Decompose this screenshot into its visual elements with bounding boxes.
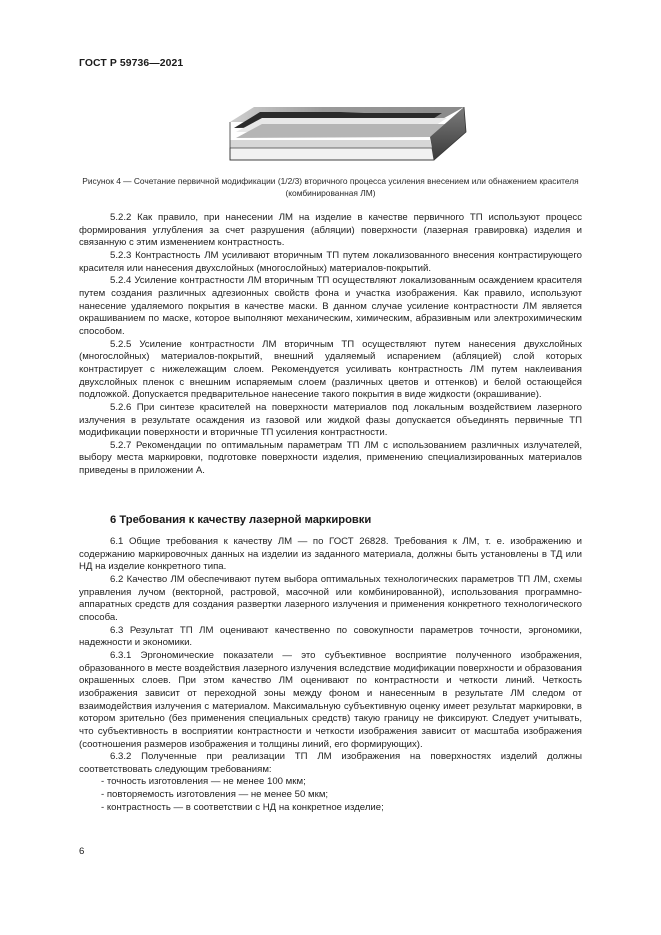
figure-front-upper bbox=[230, 140, 432, 148]
paragraph-5-2-2: 5.2.2 Как правило, при нанесении ЛМ на изделие в качестве первичного ТП используют процесс формирования углубления за счет разрушения (абляции) поверхности (лазерная гравировка) изделия и связанную с этим изменением контрастность. bbox=[79, 212, 582, 249]
paragraph-6-3: 6.3 Результат ТП ЛМ оценивают качественно по совокупности параметров точности, эргономики, надежности и экономики. bbox=[79, 624, 582, 649]
paragraph-6-3-1: 6.3.1 Эргономические показатели — это субъективное восприятие полученного изображения, образованного в месте воздействия лазерного излучения вследствие модификации поверхности и образования окрашенных слоев. При этом качество ЛМ оценивают по контрастности и четкости линий. Четкость изображения зависит от переходной зоны между фоном и нанесенным в результате ЛМ следом от взаимодействия излучения с материалом. Максимальную субъективную оценку имеет результат маркировки, в котором зрительно (без применения специальных средств) такую границу не фиксируют. Следует учитывать, что субъективность в восприятии контрастности и четкости изображения зависит от масштаба изображения (соотношения размеров изображения и толщины линий, его формирующих). bbox=[79, 649, 582, 750]
figure-mid-layer bbox=[236, 124, 450, 138]
paragraph-5-2-7: 5.2.7 Рекомендации по оптимальным параметрам ТП ЛМ с использованием различных излучателей, выбору места маркировки, подготовке поверхности изделия, применению специализированных материалов приведены в приложении А. bbox=[79, 439, 582, 477]
body-block-5-2 bbox=[79, 212, 582, 478]
figure-front-lower bbox=[230, 148, 434, 160]
list-item-accuracy: - точность изготовления — не менее 100 мкм; bbox=[101, 776, 306, 788]
list-item-contrast: - контрастность — в соответствии с НД на конкретное изделие; bbox=[101, 801, 384, 813]
section-6-heading: 6 Требования к качеству лазерной маркировки bbox=[110, 514, 372, 526]
standard-header: ГОСТ Р 59736—2021 bbox=[79, 58, 184, 69]
paragraph-6-1: 6.1 Общие требования к качеству ЛМ — по ГОСТ 26828. Требования к ЛМ, т. е. изображению и содержанию маркировочных данных на изделии из заданного материала, должны быть установлены в ТД или НД на изделие конкретного типа. bbox=[79, 536, 582, 573]
paragraph-5-2-4: 5.2.4 Усиление контрастности ЛМ вторичным ТП осуществляют локализованным осаждением красителя путем создания различных адгезионных свойств фона и участка изображения. Как правило, используют нанесение удаляемого покрытия в качестве маски. В данном случае усиление контрастности ЛМ является окрашиванием по маске, которое выполняют механическим, химическим, абразивным или электрохимическим способом. bbox=[79, 275, 582, 337]
body-block-6 bbox=[79, 536, 582, 814]
page-number: 6 bbox=[79, 846, 85, 857]
paragraph-5-2-6: 5.2.6 При синтезе красителей на поверхности материалов под локальным воздействием лазерного излучения в результате осаждения из газовой или жидкой фазы допускается объединять первичные ТП модификации поверхности и вторичные ТП усиления контрастности. bbox=[79, 401, 582, 439]
figure-layers-illustration bbox=[222, 104, 472, 166]
paragraph-6-2: 6.2 Качество ЛМ обеспечивают путем выбора оптимальных технологических параметров ТП ЛМ, схемы управления лучом (векторной, растровой, масочной или комбинированной), использования программно-аппаратных средств для создания развертки лазерного излучения и применения конкретного технологического способа. bbox=[79, 573, 582, 623]
paragraph-5-2-5: 5.2.5 Усиление контрастности ЛМ вторичным ТП осуществляют путем нанесения двухслойных (многослойных) материалов-покрытий, внешний удаляемый испарением (абляцией) слой которых контрастирует с нижележащим слоем. Рекомендуется усиливать контрастность ЛМ путем наклеивания двухслойных пленок с внешним испаряемым слоем (различных цветов и оттенков) и белой остающейся подложкой. Допускается предварительное нанесение такого покрытия в виде жидкости (окрашивание). bbox=[79, 338, 582, 401]
figure-caption: Рисунок 4 — Сочетание первичной модификации (1/2/3) вторичного процесса усиления внесением или обнажением красителя (комбинированная ЛМ) bbox=[82, 176, 579, 198]
paragraph-6-3-2: 6.3.2 Полученные при реализации ТП ЛМ изображения на поверхностях изделий должны соответствовать следующим требованиям: bbox=[79, 751, 582, 775]
paragraph-5-2-3: 5.2.3 Контрастность ЛМ усиливают вторичным ТП путем локализованного внесения контрастирующего красителя или нанесения двухслойных (многослойных) материалов-покрытий. bbox=[79, 249, 582, 274]
list-item-repeatability: - повторяемость изготовления — не менее 50 мкм; bbox=[101, 789, 329, 801]
